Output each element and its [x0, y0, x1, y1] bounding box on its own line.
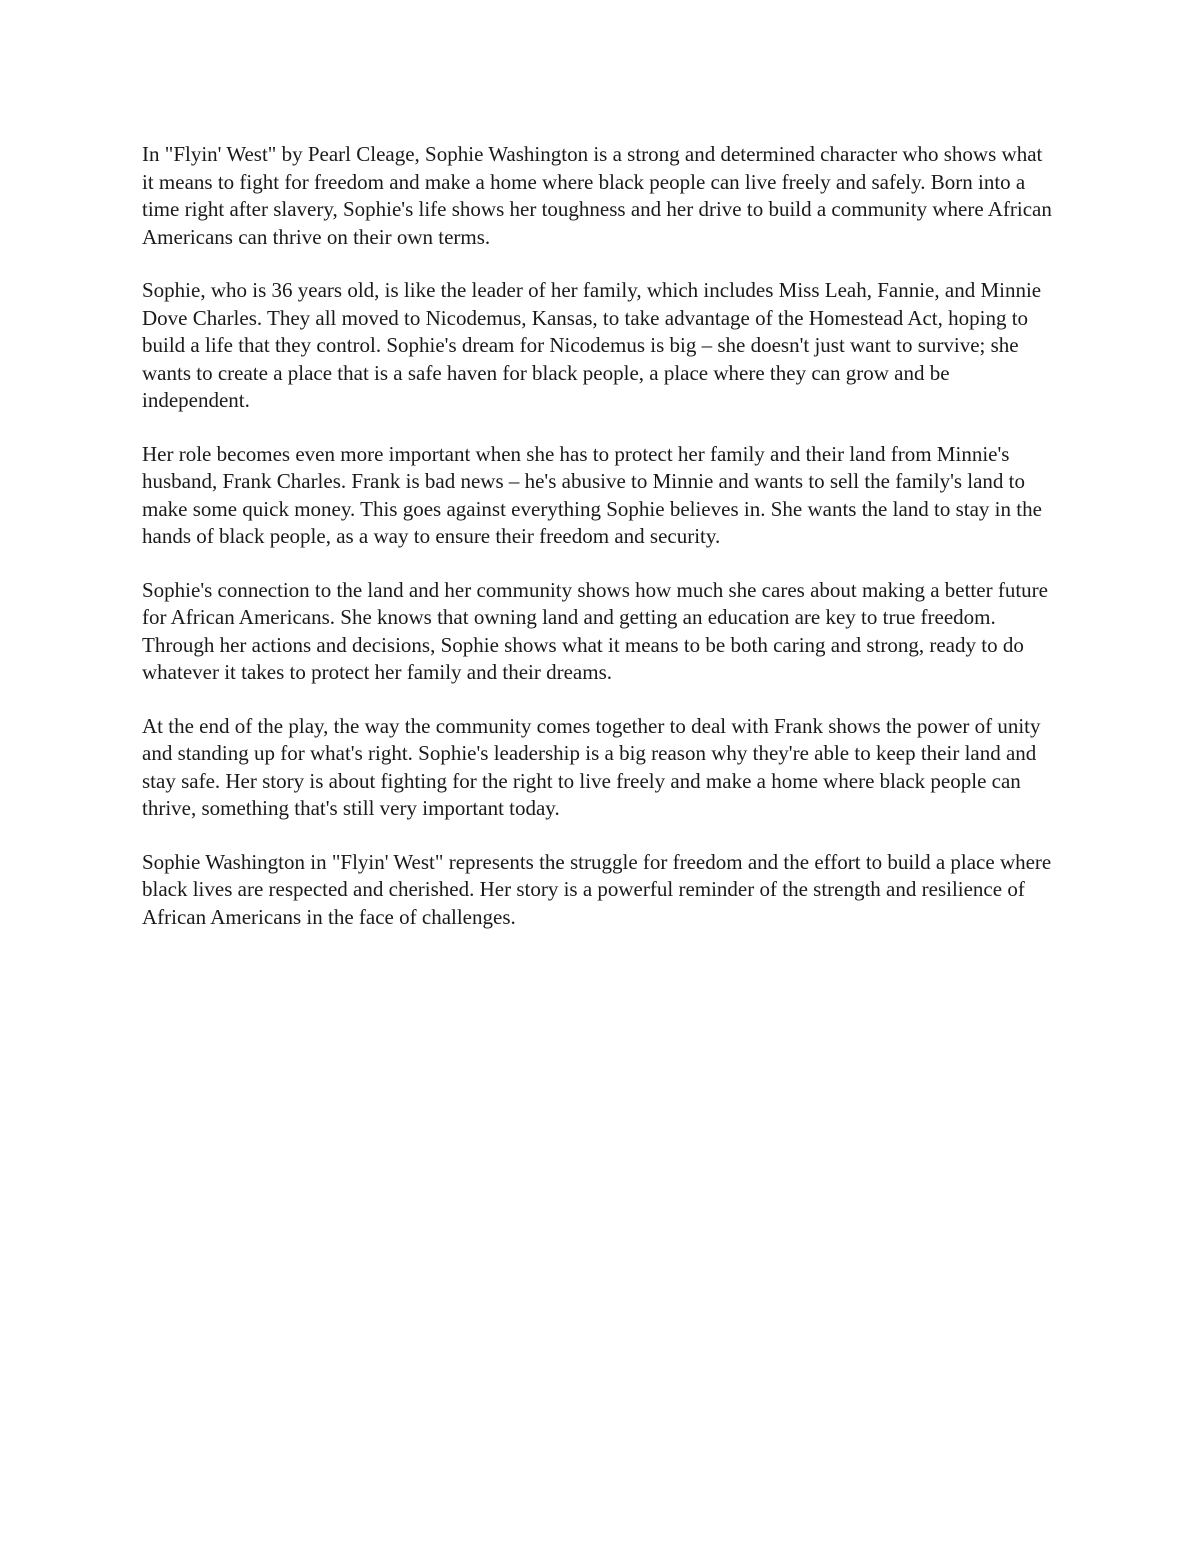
paragraph-4: Sophie's connection to the land and her community shows how much she cares about making a better future for African Americans. She knows that owning land and getting an education are key to true freedom. Through her actions and decisions, Sophie shows what it means to be both caring and strong, ready to do whatever it takes to protect her family and their dreams.: [142, 577, 1048, 684]
paragraph-5: At the end of the play, the way the community comes together to deal with Frank shows the power of unity and standing up for what's right. Sophie's leadership is a big reason why they're able to keep their land and stay safe. Her story is about fighting for the right to live freely and make a home where black people can thrive, something that's still very important today.: [142, 713, 1041, 820]
paragraph-1: In "Flyin' West" by Pearl Cleage, Sophie Washington is a strong and determined character who shows what it means to fight for freedom and make a home where black people can live freely and safely. Born into a time right after slavery, Sophie's life shows her toughness and her drive to build a community where African Americans can thrive on their own terms.: [142, 142, 1052, 249]
document-body: [142, 141, 1058, 957]
paragraph-3: Her role becomes even more important when she has to protect her family and their land from Minnie's husband, Frank Charles. Frank is bad news – he's abusive to Minnie and wants to sell the family's land to make some quick money. This goes against everything Sophie believes in. She wants the land to stay in the hands of black people, as a way to ensure their freedom and security.: [142, 441, 1042, 548]
paragraph-6: Sophie Washington in "Flyin' West" represents the struggle for freedom and the effort to build a place where black lives are respected and cherished. Her story is a powerful reminder of the strength and resilience of African Americans in the face of challenges.: [142, 849, 1052, 929]
paragraph-2: Sophie, who is 36 years old, is like the leader of her family, which includes Miss Leah, Fannie, and Minnie Dove Charles. They all moved to Nicodemus, Kansas, to take advantage of the Homestead Act, hoping to build a life that they control. Sophie's dream for Nicodemus is big – she doesn't just want to survive; she wants to create a place that is a safe haven for black people, a place where they can grow and be independent.: [142, 278, 1042, 412]
